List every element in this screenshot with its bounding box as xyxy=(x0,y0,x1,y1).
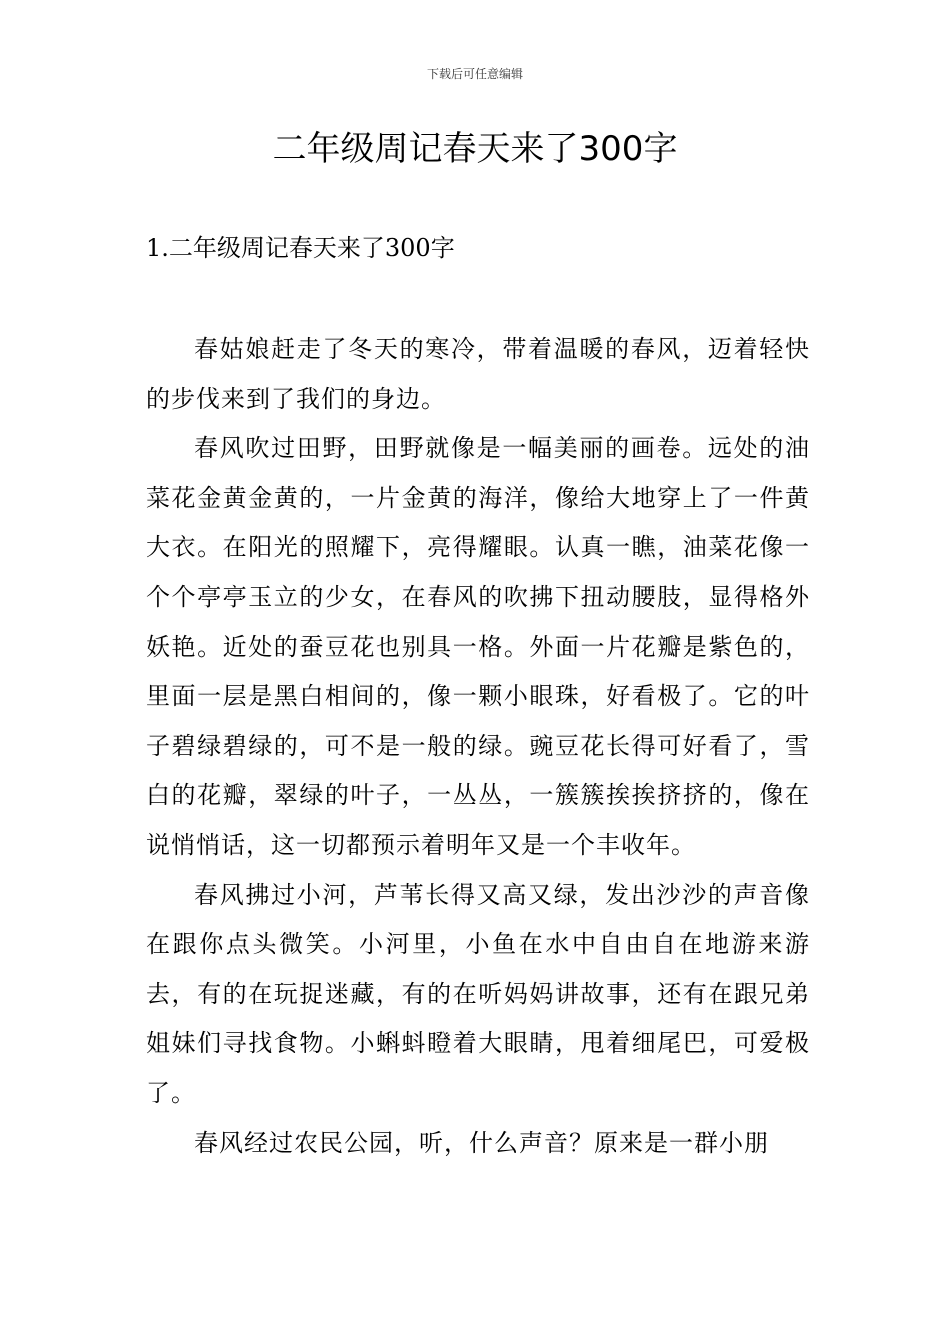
page-title: 二年级周记春天来了300字 xyxy=(272,129,678,169)
article-body xyxy=(146,325,810,1168)
paragraph-river: 春风拂过小河，芦苇长得又高又绿，发出沙沙的声音像在跟你点头微笑。小河里，小鱼在水中自由自在地游来游去，有的在玩捉迷藏，有的在听妈妈讲故事，还有在跟兄弟姐妹们寻找食物。小蝌蚪瞪着大眼睛，甩着细尾巴，可爱极了。 xyxy=(146,880,810,1107)
paragraph-park: 春风经过农民公园，听，什么声音？原来是一群小朋 xyxy=(194,1128,769,1157)
paragraph-intro: 春姑娘赶走了冬天的寒冷，带着温暖的春风，迈着轻快的步伐来到了我们的身边。 xyxy=(146,335,810,413)
header-note: 下载后可任意编辑 xyxy=(426,67,523,81)
section-heading: 1.二年级周记春天来了300字 xyxy=(146,234,455,262)
paragraph-fields: 春风吹过田野，田野就像是一幅美丽的画卷。远处的油菜花金黄金黄的，一片金黄的海洋，像给大地穿上了一件黄大衣。在阳光的照耀下，亮得耀眼。认真一瞧，油菜花像一个个亭亭玉立的少女，在春风的吹拂下扭动腰肢，显得格外妖艳。近处的蚕豆花也别具一格。外面一片花瓣是紫色的，里面一层是黑白相间的，像一颗小眼珠，好看极了。它的叶子碧绿碧绿的，可不是一般的绿。豌豆花长得可好看了，雪白的花瓣，翠绿的叶子，一丛丛，一簇簇挨挨挤挤的，像在说悄悄话，这一切都预示着明年又是一个丰收年。 xyxy=(146,434,810,859)
